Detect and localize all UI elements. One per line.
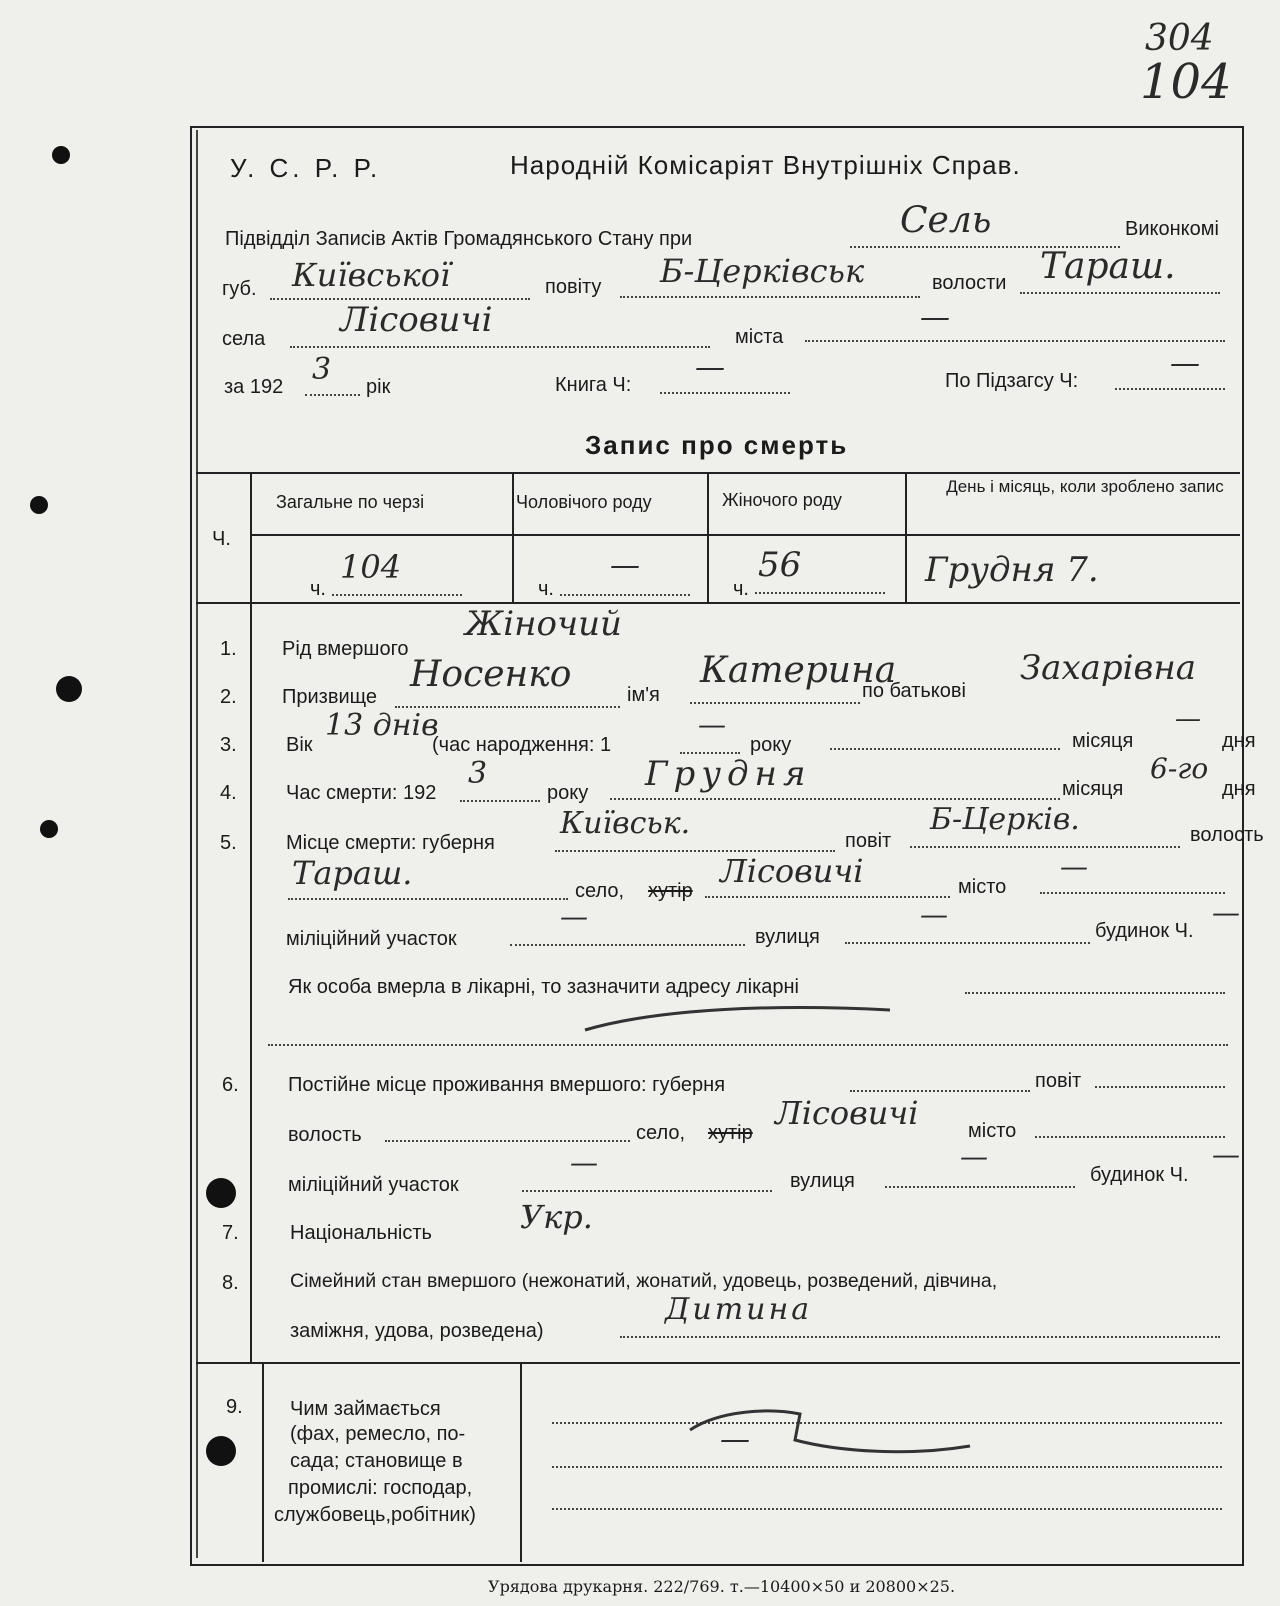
death-month-value: Грудня (645, 754, 812, 794)
death-day-word: дня (1222, 778, 1256, 800)
death-gub-value: Київськ. (560, 806, 691, 841)
total-prefix: ч. (310, 578, 326, 600)
row-number-4: 4. (220, 782, 237, 804)
sela-value: Лісовичі (340, 300, 493, 340)
nationality-label: Національність (290, 1222, 432, 1244)
age-value: 13 днів (325, 708, 439, 743)
mista-label: міста (735, 326, 784, 348)
povit-value: Б-Церківськ (660, 252, 865, 290)
death-year-value: 3 (468, 756, 488, 791)
row-number-1: 1. (220, 638, 237, 660)
punch-hole (52, 146, 70, 164)
residence-militia-word: міліційний участок (288, 1174, 459, 1196)
subrecord-value: — (1170, 346, 1200, 381)
death-place-label: Місце смерти: губерня (286, 832, 495, 854)
birth-day-word: дня (1222, 730, 1256, 752)
death-house-word: будинок Ч. (1095, 920, 1194, 942)
row-number-2: 2. (220, 686, 237, 708)
residence-khutir-word: хутір (708, 1122, 753, 1144)
header-male: Чоловічого роду (516, 492, 652, 512)
death-street-value: — (920, 898, 948, 931)
female-value: 56 (758, 545, 802, 585)
birth-label: (час народження: 1 (432, 734, 612, 756)
female-prefix: ч. (733, 578, 749, 600)
gender-label: Рід вмершого (282, 638, 409, 660)
death-volost-word: волость (1190, 824, 1264, 846)
residence-povit-word: повіт (1035, 1070, 1082, 1092)
death-house-value: — (1212, 896, 1240, 929)
marital-label-line2: заміжня, удова, розведена) (290, 1320, 544, 1342)
birth-month-word: місяця (1072, 730, 1134, 752)
death-militia-word: міліційний участок (286, 928, 457, 950)
occupation-label-1: Чим займається (290, 1398, 441, 1420)
row-number-9: 9. (226, 1396, 243, 1418)
death-selo-value: Лісовичі (720, 852, 864, 890)
form-title: Запис про смерть (585, 430, 849, 460)
age-label: Вік (286, 734, 313, 756)
birth-year-word: року (750, 734, 792, 756)
subrecord-label: По Підзагсу Ч: (945, 370, 1079, 392)
mista-value: — (920, 300, 950, 335)
volost-label: волости (932, 272, 1007, 294)
republic-name: У. С. Р. Р. (230, 153, 382, 183)
death-time-label: Час смерти: 192 (286, 782, 437, 804)
hospital-dash-scribble (580, 1000, 900, 1040)
table-row-label: Ч. (212, 528, 231, 550)
death-street-word: вулиця (755, 926, 820, 948)
occupation-label-3: сада; становище в (290, 1450, 463, 1472)
death-volost-value: Тараш. (292, 854, 413, 892)
form-frame-left-shadow (196, 130, 198, 1558)
printer-footer: Урядова друкарня. 222/769. т.—10400×50 и 20800×25. (488, 1577, 956, 1596)
row-number-3: 3. (220, 734, 237, 756)
punch-hole (30, 496, 48, 514)
row-number-5: 5. (220, 832, 237, 854)
residence-selo-value: Лісовичі (775, 1094, 919, 1132)
archive-number-bottom: 104 (1140, 54, 1232, 110)
occupation-label-2: (фах, ремесло, по- (290, 1423, 466, 1445)
sela-label: села (222, 328, 266, 350)
patronymic-value: Захарівна (1020, 648, 1196, 688)
hospital-label: Як особа вмерла в лікарні, то зазначити адресу лікарні (288, 976, 799, 998)
year-suffix: рік (366, 376, 391, 398)
marital-label-line1: Сімейний стан вмершого (нежонатий, жонатий, удовець, розведений, дівчина, (290, 1270, 998, 1292)
marital-value: Дитина (665, 1292, 813, 1327)
occupation-label-4: промислі: господар, (288, 1477, 473, 1499)
row-number-6: 6. (222, 1074, 239, 1096)
header-female: Жіночого роду (722, 490, 842, 510)
year-label: за 192 (224, 376, 284, 398)
nationality-value: Укр. (520, 1198, 593, 1236)
book-value: — (695, 350, 725, 385)
gub-value: Київської (292, 256, 451, 294)
executive-label: Виконкомі (1125, 218, 1219, 240)
male-prefix: ч. (538, 578, 554, 600)
death-day-value: 6-го (1150, 752, 1209, 785)
year-value: 3 (312, 352, 332, 387)
occupation-label-5: службовець,робітник) (274, 1504, 476, 1526)
surname-label: Призвище (282, 686, 377, 708)
header-date: День і місяць, коли зроблено запис (946, 477, 1224, 496)
subdept-value: Сель (900, 200, 992, 241)
archive-number-top: 304 (1145, 18, 1214, 59)
death-misto-value: — (1060, 850, 1088, 883)
male-value: — (610, 548, 640, 583)
death-year-word: року (547, 782, 589, 804)
death-month-word: місяця (1062, 778, 1124, 800)
residence-militia-value: — (570, 1146, 598, 1179)
death-militia-value: — (560, 900, 588, 933)
header-total: Загальне по черзі (276, 492, 425, 512)
gender-value: Жіночий (465, 604, 622, 644)
residence-street-value: — (960, 1140, 988, 1173)
record-date-value: Грудня 7. (925, 550, 1099, 590)
death-selo-word: село, (575, 880, 625, 902)
death-povit-word: повіт (845, 830, 892, 852)
death-misto-word: місто (958, 876, 1007, 898)
gub-label: губ. (222, 278, 257, 300)
name-value: Катерина (700, 650, 897, 691)
punch-hole (56, 676, 82, 702)
name-label: ім'я (627, 684, 660, 706)
row-number-7: 7. (222, 1222, 239, 1244)
residence-misto-word: місто (968, 1120, 1017, 1142)
occupation-value: — (720, 1422, 750, 1457)
residence-selo-word: село, (636, 1122, 686, 1144)
row-number-8: 8. (222, 1272, 239, 1294)
residence-house-value: — (1212, 1138, 1240, 1171)
povit-label: повіту (545, 276, 602, 298)
birth-month-value: — (1175, 704, 1201, 734)
total-value: 104 (340, 548, 402, 586)
residence-street-word: вулиця (790, 1170, 855, 1192)
subdept-label: Підвідділ Записів Актів Громадянського Стану при (225, 228, 693, 250)
occupation-scribble (680, 1400, 980, 1470)
death-khutir-word: хутір (648, 880, 693, 902)
commissariat-name: Народній Комісаріят Внутрішніх Справ. (510, 150, 1021, 180)
book-label: Книга Ч: (555, 374, 632, 396)
residence-house-word: будинок Ч. (1090, 1164, 1189, 1186)
volost-value: Тараш. (1040, 246, 1176, 287)
birth-year-value: — (698, 708, 726, 741)
surname-value: Носенко (410, 654, 572, 695)
residence-label: Постійне місце проживання вмершого: губерня (288, 1074, 726, 1096)
patronymic-label: по батькові (862, 680, 966, 702)
punch-hole (40, 820, 58, 838)
residence-volost-word: волость (288, 1124, 362, 1146)
death-povit-value: Б-Церків. (930, 802, 1080, 837)
